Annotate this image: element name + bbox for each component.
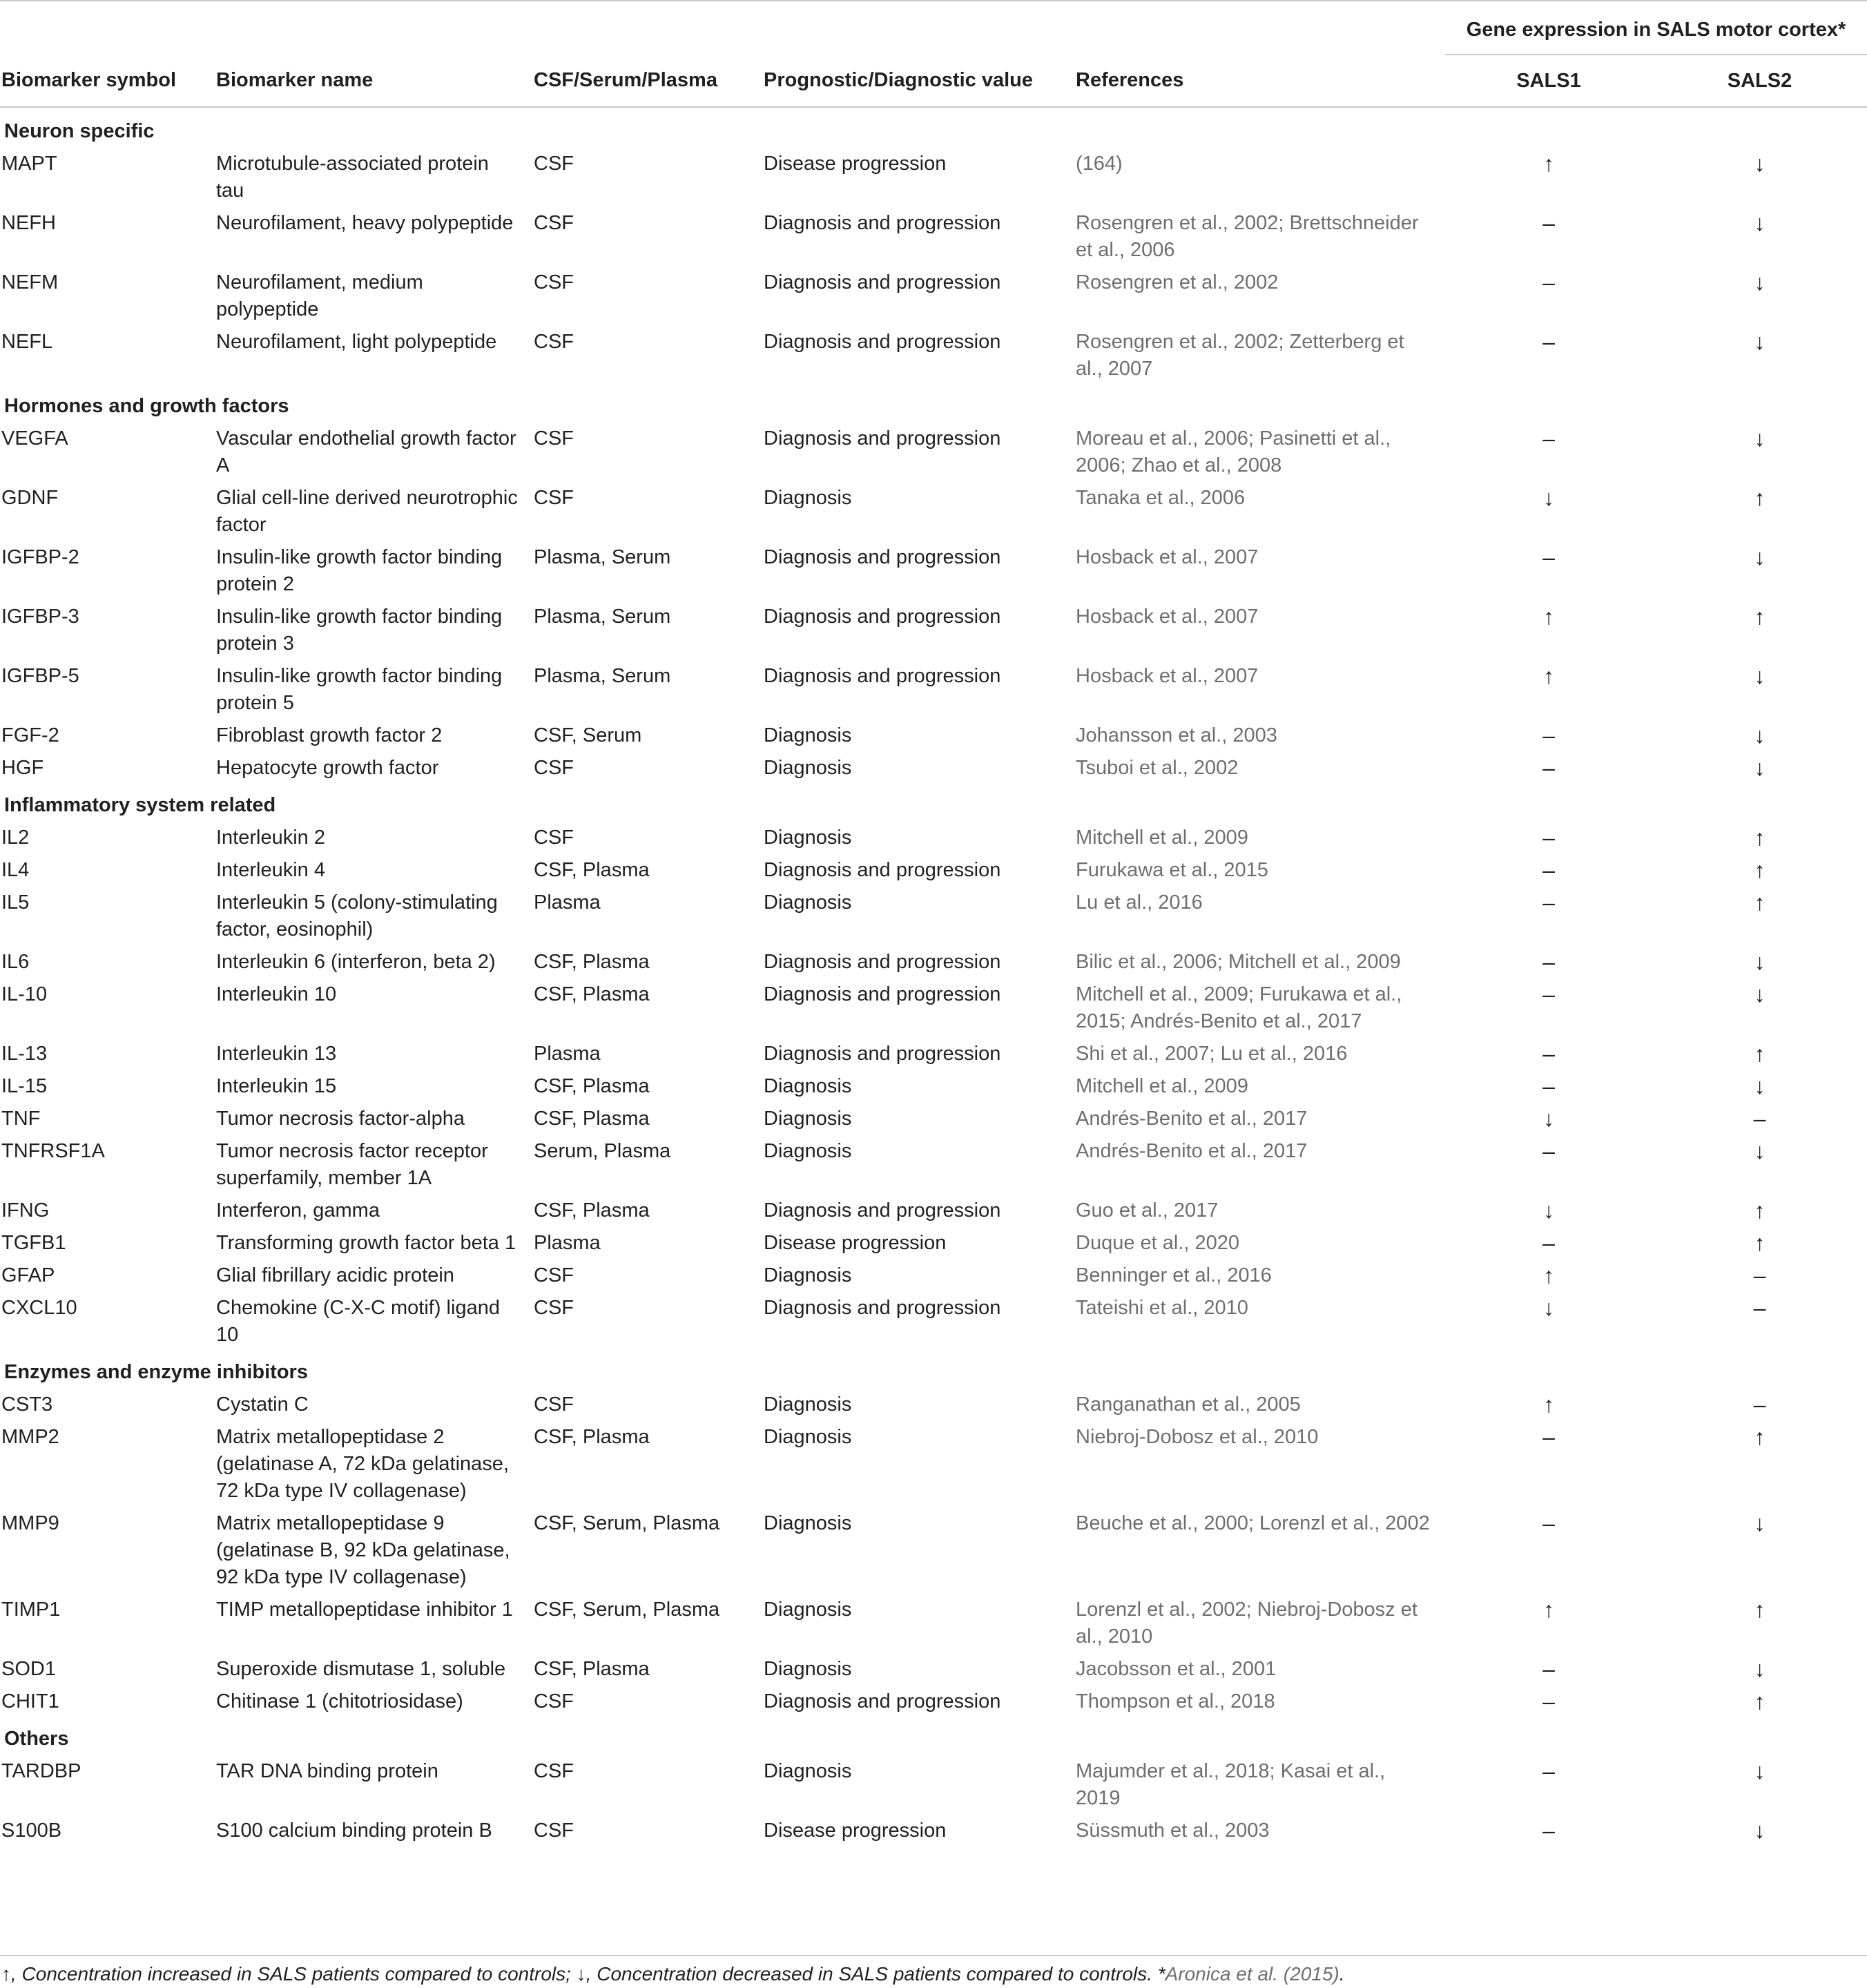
biomarker-symbol: IL5	[1, 891, 30, 914]
prognostic-value: Diagnosis and progression	[764, 427, 1001, 450]
col-header-references: References	[1076, 55, 1445, 107]
sals2-expression: ↑	[1754, 1689, 1766, 1714]
biomarker-symbol: HGF	[1, 757, 44, 779]
prognostic-value: Diagnosis	[764, 487, 852, 509]
prognostic-value: Diagnosis and progression	[764, 983, 1001, 1005]
sals2-expression: ↓	[1754, 1818, 1766, 1843]
references: Johansson et al., 2003	[1076, 724, 1277, 746]
table-row	[0, 1418, 1867, 1505]
sample-type: CSF, Plasma	[534, 1075, 650, 1097]
biomarker-name: Vascular endothelial growth factor A	[216, 427, 516, 476]
biomarker-symbol: CST3	[1, 1393, 53, 1416]
sals2-expression: ↓	[1754, 1511, 1766, 1536]
biomarker-symbol: NEFM	[1, 271, 59, 293]
sals2-expression: ↑	[1754, 1198, 1766, 1223]
prognostic-value: Diagnosis	[764, 1599, 852, 1621]
references: Ranganathan et al., 2005	[1076, 1393, 1301, 1416]
sals1-expression: ↓	[1543, 1106, 1554, 1131]
biomarker-symbol: MMP2	[1, 1426, 59, 1448]
sals1-expression: –	[1542, 858, 1555, 882]
sals2-expression: ↓	[1754, 211, 1766, 235]
references: Hosback et al., 2007	[1076, 546, 1259, 568]
biomarker-name: Glial fibrillary acidic protein	[216, 1264, 454, 1286]
biomarker-symbol: TNF	[1, 1108, 41, 1130]
sals2-expression: ↓	[1754, 982, 1766, 1007]
sals1-expression: ↑	[1543, 1263, 1554, 1288]
sals2-expression: ↓	[1754, 545, 1766, 570]
biomarker-symbol: IGFBP-3	[1, 606, 79, 628]
references: Mitchell et al., 2009; Furukawa et al., 2015; Andrés-Benito et al., 2017	[1076, 983, 1402, 1032]
sals2-expression: ↓	[1754, 755, 1766, 780]
sample-type: CSF	[534, 1760, 574, 1782]
prognostic-value: Diagnosis and progression	[764, 212, 1001, 234]
references: Andrés-Benito et al., 2017	[1076, 1108, 1308, 1130]
references: Tateishi et al., 2010	[1076, 1297, 1248, 1319]
sample-type: CSF	[534, 331, 574, 353]
sample-type: CSF	[534, 757, 574, 779]
table-row	[0, 1386, 1867, 1418]
table-row	[0, 976, 1867, 1035]
references: Bilic et al., 2006; Mitchell et al., 2009	[1076, 951, 1401, 973]
prognostic-value: Diagnosis	[764, 1658, 852, 1680]
sals1-expression: –	[1542, 890, 1555, 915]
sample-type: CSF	[534, 487, 574, 509]
references: Rosengren et al., 2002; Zetterberg et al., 2007	[1076, 331, 1404, 380]
footnote-reference: Aronica et al. (2015)	[1165, 1963, 1339, 1985]
sample-type: CSF, Plasma	[534, 1426, 650, 1448]
references: Hosback et al., 2007	[1076, 606, 1259, 628]
table-row	[0, 1257, 1867, 1289]
sample-type: Plasma	[534, 1232, 601, 1254]
section-header-row	[0, 383, 1867, 420]
biomarker-name: S100 calcium binding protein B	[216, 1820, 492, 1842]
table-row	[0, 598, 1867, 657]
col-header-sals1: SALS1	[1445, 55, 1652, 107]
sals1-expression: –	[1542, 1818, 1555, 1843]
prognostic-value: Diagnosis and progression	[764, 1690, 1001, 1712]
sample-type: CSF, Plasma	[534, 1199, 650, 1222]
col-header-sals2: SALS2	[1652, 55, 1867, 107]
biomarker-name: Matrix metallopeptidase 9 (gelatinase B, 92 kDa gelatinase, 92 kDa type IV collagenase)	[216, 1512, 510, 1588]
sample-type: CSF	[534, 153, 574, 175]
prognostic-value: Diagnosis and progression	[764, 271, 1001, 293]
sals2-expression: ↓	[1754, 329, 1766, 354]
sals2-expression: ↓	[1754, 270, 1766, 295]
biomarker-name: Superoxide dismutase 1, soluble	[216, 1658, 506, 1680]
sals1-expression: –	[1542, 329, 1555, 354]
prognostic-value: Diagnosis	[764, 1426, 852, 1448]
biomarker-symbol: IL4	[1, 859, 30, 881]
prognostic-value: Disease progression	[764, 1820, 947, 1842]
sample-type: CSF	[534, 1393, 574, 1416]
sals2-expression: ↓	[1754, 949, 1766, 974]
biomarker-symbol: IL6	[1, 951, 30, 973]
col-header-name: Biomarker name	[216, 55, 534, 107]
biomarker-name: Neurofilament, heavy polypeptide	[216, 212, 514, 234]
references: Mitchell et al., 2009	[1076, 827, 1248, 849]
sample-type: CSF	[534, 427, 574, 450]
table-row	[0, 323, 1867, 383]
sals2-expression: ↑	[1754, 485, 1766, 510]
biomarker-name: Chemokine (C-X-C motif) ligand 10	[216, 1297, 500, 1346]
table-row	[0, 657, 1867, 717]
section-header-row	[0, 1349, 1867, 1386]
sals1-expression: –	[1542, 825, 1555, 850]
col-header-value: Prognostic/Diagnostic value	[764, 55, 1076, 107]
prognostic-value: Diagnosis	[764, 1512, 852, 1534]
biomarker-symbol: TNFRSF1A	[1, 1140, 105, 1162]
sals1-expression: –	[1542, 426, 1555, 451]
sals1-expression: –	[1542, 723, 1555, 748]
sals1-expression: ↑	[1543, 151, 1554, 176]
sals2-expression: ↑	[1754, 890, 1766, 915]
sals2-expression: ↓	[1754, 1759, 1766, 1784]
prognostic-value: Diagnosis	[764, 891, 852, 914]
sals1-expression: ↑	[1543, 1392, 1554, 1417]
references: Rosengren et al., 2002	[1076, 271, 1279, 293]
sample-type: Plasma, Serum	[534, 546, 671, 568]
biomarker-name: Interleukin 4	[216, 859, 325, 881]
biomarker-symbol: IGFBP-5	[1, 665, 79, 687]
prognostic-value: Diagnosis	[764, 724, 852, 746]
sals2-expression: ↓	[1754, 723, 1766, 748]
references: Andrés-Benito et al., 2017	[1076, 1140, 1308, 1162]
table-row	[0, 1683, 1867, 1715]
biomarker-symbol: SOD1	[1, 1658, 56, 1680]
section-header-row	[0, 1715, 1867, 1753]
biomarker-name: Tumor necrosis factor receptor superfamily, member 1A	[216, 1140, 488, 1189]
biomarker-name: Neurofilament, light polypeptide	[216, 331, 497, 353]
sample-type: CSF	[534, 1820, 574, 1842]
references: Tsuboi et al., 2002	[1076, 757, 1239, 779]
biomarker-name: TAR DNA binding protein	[216, 1760, 438, 1782]
table-row	[0, 749, 1867, 782]
biomarker-name: Tumor necrosis factor-alpha	[216, 1108, 465, 1130]
sample-type: CSF, Plasma	[534, 951, 650, 973]
section-title: Others	[4, 1728, 69, 1750]
biomarker-name: Interleukin 2	[216, 827, 325, 849]
biomarker-name: Insulin-like growth factor binding protein 5	[216, 665, 503, 714]
table-row	[0, 145, 1867, 204]
table-row	[0, 204, 1867, 264]
bottom-rule	[0, 1955, 1867, 1956]
sals1-expression: ↓	[1543, 1295, 1554, 1320]
biomarker-symbol: TARDBP	[1, 1760, 81, 1782]
biomarker-name: Glial cell-line derived neurotrophic factor	[216, 487, 518, 536]
sals1-expression: –	[1542, 1041, 1555, 1066]
sals1-expression: ↓	[1543, 485, 1554, 510]
prognostic-value: Diagnosis and progression	[764, 859, 1001, 881]
table-row	[0, 1035, 1867, 1068]
biomarker-name: Interleukin 10	[216, 983, 337, 1005]
sample-type: CSF	[534, 1264, 574, 1286]
biomarker-name: Insulin-like growth factor binding protein 2	[216, 546, 503, 595]
table-row	[0, 717, 1867, 749]
biomarker-symbol: GDNF	[1, 487, 59, 509]
table-row	[0, 1100, 1867, 1132]
references: Majumder et al., 2018; Kasai et al., 2019	[1076, 1760, 1386, 1809]
gene-expression-header: Gene expression in SALS motor cortex*	[1445, 1, 1867, 55]
sals1-expression: –	[1542, 1139, 1555, 1164]
table-row	[0, 539, 1867, 598]
biomarker-symbol: MMP9	[1, 1512, 59, 1534]
sals2-expression: ↓	[1754, 151, 1766, 176]
biomarker-name: Interleukin 5 (colony-stimulating factor, eosinophil)	[216, 891, 498, 940]
biomarker-symbol: S100B	[1, 1820, 62, 1842]
col-header-symbol: Biomarker symbol	[0, 55, 216, 107]
table-row	[0, 1132, 1867, 1192]
biomarker-symbol: IL-10	[1, 983, 48, 1005]
table-row	[0, 1650, 1867, 1683]
table-row	[0, 1812, 1867, 1844]
table-row	[0, 1591, 1867, 1650]
prognostic-value: Diagnosis and progression	[764, 331, 1001, 353]
biomarker-symbol: TGFB1	[1, 1232, 66, 1254]
biomarker-name: Interleukin 15	[216, 1075, 337, 1097]
references: Rosengren et al., 2002; Brettschneider et al., 2006	[1076, 212, 1419, 261]
group-header-row	[0, 1, 1867, 55]
sample-type: Plasma	[534, 891, 601, 914]
sample-type: CSF, Plasma	[534, 859, 650, 881]
biomarker-symbol: IL-15	[1, 1075, 48, 1097]
table-row	[0, 1505, 1867, 1591]
table-row	[0, 884, 1867, 943]
column-header-row	[0, 55, 1867, 107]
sample-type: CSF, Plasma	[534, 983, 650, 1005]
prognostic-value: Diagnosis and progression	[764, 1297, 1001, 1319]
table-row	[0, 1289, 1867, 1349]
sals1-expression: ↓	[1543, 1198, 1554, 1223]
section-header-row	[0, 107, 1867, 145]
prognostic-value: Diagnosis	[764, 1140, 852, 1162]
section-header-row	[0, 782, 1867, 819]
sals1-expression: –	[1542, 1759, 1555, 1784]
sample-type: CSF, Plasma	[534, 1108, 650, 1130]
references: Lu et al., 2016	[1076, 891, 1203, 914]
table-row	[0, 264, 1867, 323]
prognostic-value: Diagnosis	[764, 1264, 852, 1286]
biomarker-name: Interleukin 6 (interferon, beta 2)	[216, 951, 496, 973]
biomarker-symbol: IL2	[1, 827, 30, 849]
col-header-sample: CSF/Serum/Plasma	[534, 55, 764, 107]
sample-type: Serum, Plasma	[534, 1140, 671, 1162]
prognostic-value: Diagnosis and progression	[764, 665, 1001, 687]
sample-type: CSF, Serum, Plasma	[534, 1512, 720, 1534]
sals1-expression: –	[1542, 545, 1555, 570]
biomarker-name: Neurofilament, medium polypeptide	[216, 271, 423, 320]
sals1-expression: –	[1542, 755, 1555, 780]
table-row	[0, 479, 1867, 539]
group-header-spacer	[0, 1, 1445, 55]
prognostic-value: Diagnosis and progression	[764, 606, 1001, 628]
sals2-expression: ↑	[1754, 1425, 1766, 1449]
references: Hosback et al., 2007	[1076, 665, 1259, 687]
sample-type: CSF	[534, 827, 574, 849]
sals1-expression: ↑	[1543, 664, 1554, 688]
sals1-expression: –	[1542, 211, 1555, 235]
prognostic-value: Disease progression	[764, 1232, 947, 1254]
references: Thompson et al., 2018	[1076, 1690, 1275, 1712]
sals1-expression: –	[1542, 1689, 1555, 1714]
sals1-expression: –	[1542, 270, 1555, 295]
footnote	[1, 1963, 1345, 1985]
references: Tanaka et al., 2006	[1076, 487, 1246, 509]
sals2-expression: ↓	[1754, 664, 1766, 688]
sals1-expression: ↑	[1543, 604, 1554, 629]
biomarker-name: Cystatin C	[216, 1393, 309, 1416]
table-row	[0, 1753, 1867, 1812]
biomarker-symbol: IGFBP-2	[1, 546, 79, 568]
references: Mitchell et al., 2009	[1076, 1075, 1248, 1097]
sample-type: Plasma, Serum	[534, 665, 671, 687]
sals1-expression: –	[1542, 949, 1555, 974]
references: Duque et al., 2020	[1076, 1232, 1240, 1254]
table-row	[0, 1192, 1867, 1224]
references: (164)	[1076, 153, 1123, 175]
sals2-expression: ↓	[1754, 1074, 1766, 1099]
table-body	[0, 107, 1867, 1844]
biomarker-symbol: GFAP	[1, 1264, 55, 1286]
sals2-expression: ↓	[1754, 426, 1766, 451]
sals1-expression: –	[1542, 1657, 1555, 1681]
sals2-expression: ↑	[1754, 825, 1766, 850]
prognostic-value: Disease progression	[764, 153, 947, 175]
biomarker-symbol: VEGFA	[1, 427, 68, 450]
prognostic-value: Diagnosis	[764, 1108, 852, 1130]
sals2-expression: ↑	[1754, 604, 1766, 629]
sals1-expression: ↑	[1543, 1597, 1554, 1622]
references: Benninger et al., 2016	[1076, 1264, 1272, 1286]
sample-type: CSF	[534, 212, 574, 234]
references: Guo et al., 2017	[1076, 1199, 1219, 1222]
references: Süssmuth et al., 2003	[1076, 1820, 1270, 1842]
sals2-expression: ↓	[1754, 1139, 1766, 1164]
sample-type: CSF, Serum	[534, 724, 642, 746]
biomarker-symbol: CHIT1	[1, 1690, 59, 1712]
references: Beuche et al., 2000; Lorenzl et al., 2002	[1076, 1512, 1430, 1534]
biomarker-name: Interleukin 13	[216, 1043, 337, 1065]
table-row	[0, 1068, 1867, 1100]
references: Furukawa et al., 2015	[1076, 859, 1268, 881]
sample-type: Plasma	[534, 1043, 601, 1065]
biomarker-name: Hepatocyte growth factor	[216, 757, 439, 779]
sample-type: CSF, Plasma	[534, 1658, 650, 1680]
table-row	[0, 1224, 1867, 1257]
biomarker-name: Chitinase 1 (chitotriosidase)	[216, 1690, 463, 1712]
biomarker-name: Interferon, gamma	[216, 1199, 380, 1222]
section-title: Hormones and growth factors	[4, 395, 289, 417]
biomarker-symbol: FGF-2	[1, 724, 59, 746]
references: Shi et al., 2007; Lu et al., 2016	[1076, 1043, 1348, 1065]
prognostic-value: Diagnosis	[764, 827, 852, 849]
biomarker-name: Matrix metallopeptidase 2 (gelatinase A, 72 kDa gelatinase, 72 kDa type IV collagenase)	[216, 1426, 509, 1502]
prognostic-value: Diagnosis and progression	[764, 546, 1001, 568]
biomarker-symbol: NEFL	[1, 331, 53, 353]
biomarker-symbol: IFNG	[1, 1199, 50, 1222]
references: Moreau et al., 2006; Pasinetti et al., 2006; Zhao et al., 2008	[1076, 427, 1391, 476]
prognostic-value: Diagnosis and progression	[764, 1043, 1001, 1065]
sals2-expression: –	[1753, 1263, 1766, 1288]
table-row	[0, 943, 1867, 976]
sample-type: CSF	[534, 1690, 574, 1712]
sals2-expression: ↑	[1754, 1231, 1766, 1255]
biomarker-name: TIMP metallopeptidase inhibitor 1	[216, 1599, 513, 1621]
sals2-expression: –	[1753, 1295, 1766, 1320]
sals1-expression: –	[1542, 1074, 1555, 1099]
sals2-expression: ↑	[1754, 1597, 1766, 1622]
biomarker-name: Microtubule-associated protein tau	[216, 153, 489, 202]
biomarker-symbol: MAPT	[1, 153, 57, 175]
prognostic-value: Diagnosis	[764, 1760, 852, 1782]
footnote-end: .	[1339, 1963, 1345, 1985]
biomarker-name: Fibroblast growth factor 2	[216, 724, 443, 746]
table-row	[0, 420, 1867, 479]
biomarker-symbol: CXCL10	[1, 1297, 77, 1319]
section-title: Enzymes and enzyme inhibitors	[4, 1361, 308, 1383]
prognostic-value: Diagnosis	[764, 1393, 852, 1416]
sals1-expression: –	[1542, 1511, 1555, 1536]
sals2-expression: ↓	[1754, 1657, 1766, 1681]
biomarker-symbol: NEFH	[1, 212, 56, 234]
prognostic-value: Diagnosis	[764, 1075, 852, 1097]
table-row	[0, 851, 1867, 884]
sals2-expression: –	[1753, 1106, 1766, 1131]
sample-type: CSF	[534, 271, 574, 293]
section-title: Inflammatory system related	[4, 794, 276, 816]
biomarker-symbol: TIMP1	[1, 1599, 61, 1621]
biomarker-table	[0, 1, 1867, 1844]
sample-type: CSF, Serum, Plasma	[534, 1599, 720, 1621]
table-row	[0, 819, 1867, 851]
sals1-expression: –	[1542, 1231, 1555, 1255]
sals1-expression: –	[1542, 982, 1555, 1007]
sals2-expression: –	[1753, 1392, 1766, 1417]
section-title: Neuron specific	[4, 120, 155, 142]
references: Jacobsson et al., 2001	[1076, 1658, 1277, 1680]
references: Niebroj-Dobosz et al., 2010	[1076, 1426, 1319, 1448]
references: Lorenzl et al., 2002; Niebroj-Dobosz et al., 2010	[1076, 1599, 1418, 1648]
footnote-text: ↑, Concentration increased in SALS patients compared to controls; ↓, Concentration decreased in SALS patients compared to controls. *	[1, 1963, 1165, 1985]
sample-type: CSF	[534, 1297, 574, 1319]
prognostic-value: Diagnosis and progression	[764, 951, 1001, 973]
sals1-expression: –	[1542, 1425, 1555, 1449]
prognostic-value: Diagnosis and progression	[764, 1199, 1001, 1222]
biomarker-name: Transforming growth factor beta 1	[216, 1232, 516, 1254]
sample-type: Plasma, Serum	[534, 606, 671, 628]
biomarker-symbol: IL-13	[1, 1043, 48, 1065]
sals2-expression: ↑	[1754, 1041, 1766, 1066]
prognostic-value: Diagnosis	[764, 757, 852, 779]
biomarker-name: Insulin-like growth factor binding protein 3	[216, 606, 503, 655]
sals2-expression: ↑	[1754, 858, 1766, 882]
